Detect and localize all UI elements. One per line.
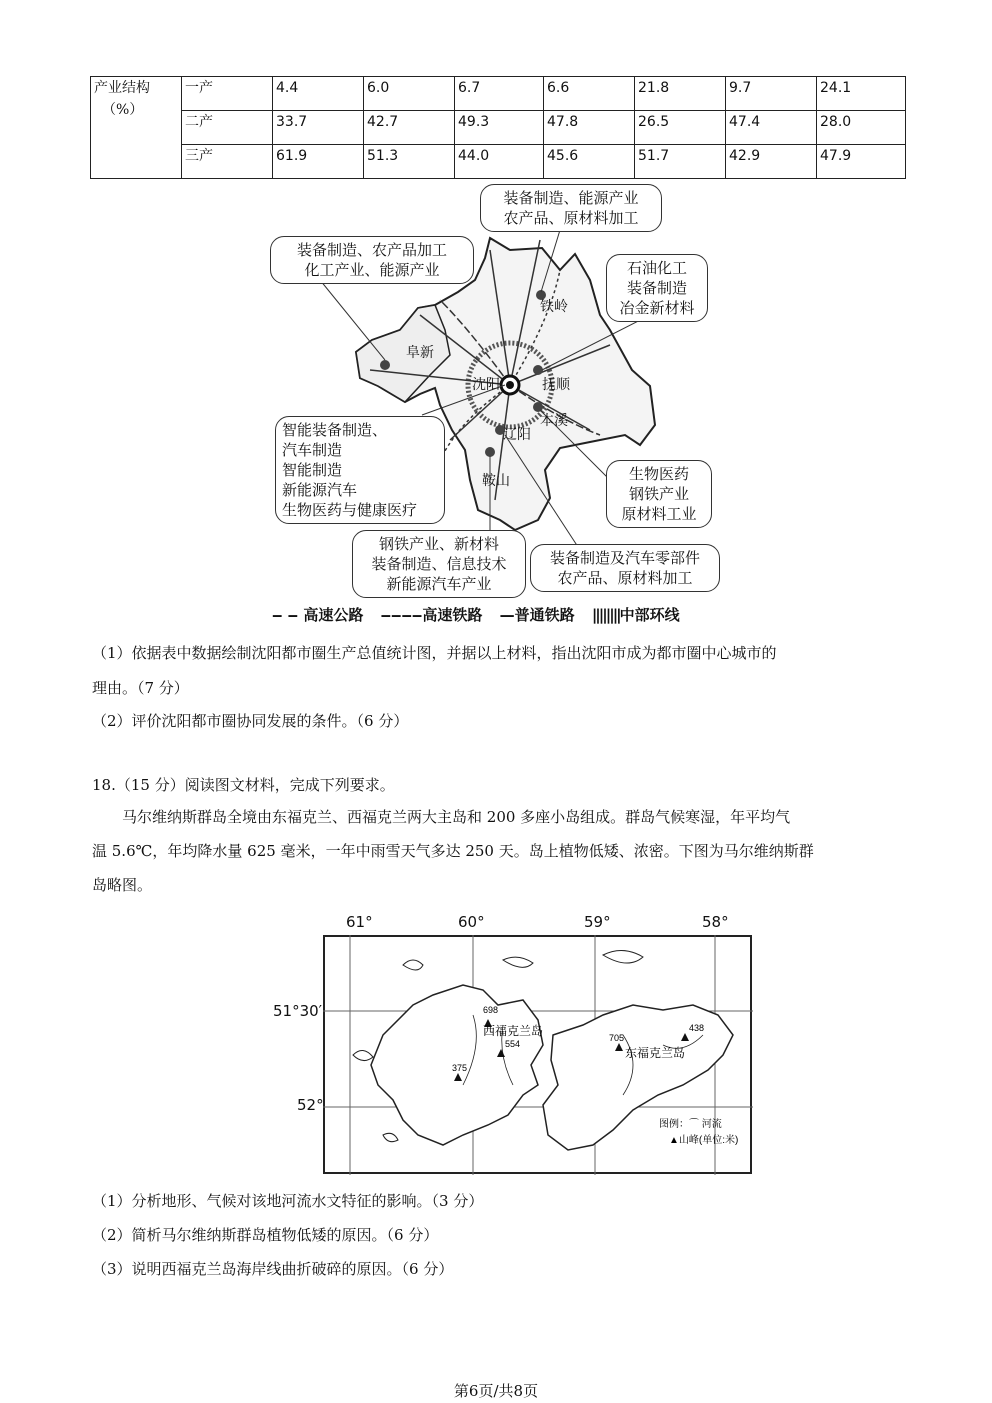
table-cell: 42.9 (726, 145, 817, 179)
lon-label: 61° (346, 913, 373, 931)
peak-438: 438 (689, 1023, 705, 1033)
table-cell: 42.7 (364, 111, 455, 145)
benxi-industry-box (606, 460, 712, 528)
table-cell: 47.8 (544, 111, 635, 145)
ring-symbol: |||||||| (591, 606, 620, 624)
fuxin-industry-box (270, 236, 474, 284)
legend-ring: 中部环线 (619, 606, 680, 624)
fushun-industry-box (606, 254, 708, 322)
legend-railway: 普通铁路 (514, 606, 575, 624)
table-cell: 47.9 (817, 145, 906, 179)
box-line: 装备制造 (626, 279, 687, 297)
q18-passage (92, 800, 902, 902)
q18-sub1: （1）分析地形、气候对该地河流水文特征的影响。（3 分） (92, 1192, 484, 1210)
row-name: 一产 (182, 77, 273, 111)
table-cell: 6.0 (364, 77, 455, 111)
box-line: 生物医药与健康医疗 (282, 501, 418, 519)
table-cell: 9.7 (726, 77, 817, 111)
table-cell: 24.1 (817, 77, 906, 111)
map-legend (272, 604, 680, 625)
box-line: 农产品、原材料加工 (503, 209, 639, 227)
east-falkland-label: 东福克兰岛 (625, 1046, 686, 1060)
railway-symbol: — (499, 606, 515, 624)
label-line1: 产业结构 (94, 80, 150, 96)
lon-label: 60° (458, 913, 485, 931)
tieling-industry-box (480, 184, 662, 232)
lon-label: 58° (702, 913, 729, 931)
legend-highway: 高速公路 (303, 606, 364, 624)
table-cell: 6.7 (455, 77, 544, 111)
lon-label: 59° (584, 913, 611, 931)
box-line: 农产品、原材料加工 (557, 569, 693, 587)
legend-river: 图例：⌒ 河流 (659, 1119, 722, 1130)
table-cell: 33.7 (273, 111, 364, 145)
table-cell: 44.0 (455, 145, 544, 179)
q17-sub1-line2: 理由。（7 分） (92, 679, 189, 697)
table-cell: 45.6 (544, 145, 635, 179)
city-label-anshan: 鞍山 (482, 473, 510, 489)
table-cell: 49.3 (455, 111, 544, 145)
box-line: 生物医药 (628, 465, 689, 483)
city-label-liaoyang: 辽阳 (503, 427, 531, 443)
q17-sub1-line1: （1）依据表中数据绘制沈阳都市圈生产总值统计图，并据以上材料，指出沈阳市成为都市圈中心城市的 (92, 644, 777, 662)
box-line: 钢铁产业、新材料 (378, 535, 499, 553)
table-cell: 21.8 (635, 77, 726, 111)
label-line2: （%） (102, 102, 144, 118)
box-line: 汽车制造 (282, 441, 343, 459)
anshan-industry-box (352, 530, 526, 598)
row-name: 三产 (182, 145, 273, 179)
hsr-symbol: ‒‒‒‒ (380, 606, 423, 624)
industry-structure-table (90, 76, 906, 179)
table-cell: 51.7 (635, 145, 726, 179)
table-cell: 6.6 (544, 77, 635, 111)
box-line: 钢铁产业 (628, 485, 689, 503)
table-cell: 61.9 (273, 145, 364, 179)
falkland-map (323, 935, 753, 1175)
box-line: 装备制造、信息技术 (371, 555, 507, 573)
peak-554: 554 (505, 1039, 521, 1049)
box-line: 新能源汽车 (282, 481, 358, 499)
box-line: 冶金新材料 (619, 299, 695, 317)
lat-label: 51°30′ (273, 1002, 323, 1020)
passage-line: 温 5.6℃，年均降水量 625 毫米，一年中雨雪天气多达 250 天。岛上植物低矮、浓密。下图为马尔维纳斯群 (92, 842, 814, 860)
q18-sub3: （3）说明西福克兰岛海岸线曲折破碎的原因。（6 分） (92, 1260, 454, 1278)
highway-symbol: ‒ ‒ (272, 606, 304, 624)
peak-698: 698 (483, 1005, 499, 1015)
table-cell: 4.4 (273, 77, 364, 111)
box-line: 新能源汽车产业 (386, 575, 492, 593)
box-line: 装备制造、农产品加工 (296, 241, 447, 259)
table-cell: 28.0 (817, 111, 906, 145)
city-label-fuxin: 阜新 (406, 345, 434, 361)
city-label-fushun: 抚顺 (542, 377, 570, 393)
table-cell: 51.3 (364, 145, 455, 179)
fuxin-dot (380, 360, 390, 370)
west-falkland-label: 西福克兰岛 (483, 1024, 544, 1038)
q17-sub2: （2）评价沈阳都市圈协同发展的条件。（6 分） (92, 712, 409, 730)
shenyang-industry-box (275, 416, 445, 524)
city-label-tieling: 铁岭 (540, 299, 568, 315)
peak-375: 375 (452, 1063, 468, 1073)
peak-705: 705 (609, 1033, 625, 1043)
legend-peak: ▲山峰(单位:米) (669, 1135, 739, 1146)
box-line: 原材料工业 (621, 505, 697, 523)
q18-sub2: （2）简析马尔维纳斯群岛植物低矮的原因。（6 分） (92, 1226, 439, 1244)
box-line: 装备制造、能源产业 (503, 189, 639, 207)
q18-heading: 18.（15 分）阅读图文材料，完成下列要求。 (92, 776, 395, 794)
box-line: 装备制造及汽车零部件 (549, 549, 700, 567)
city-label-shenyang: 沈阳 (472, 377, 500, 393)
passage-line: 马尔维纳斯群岛全境由东福克兰、西福克兰两大主岛和 200 多座小岛组成。群岛气候寒湿，年平均气 (122, 808, 791, 826)
row-name: 二产 (182, 111, 273, 145)
passage-line: 岛略图。 (92, 876, 153, 894)
box-line: 智能制造 (282, 461, 343, 479)
box-line: 石油化工 (626, 259, 687, 277)
box-line: 智能装备制造、 (282, 421, 388, 439)
box-line: 化工产业、能源产业 (304, 261, 440, 279)
anshan-dot (485, 447, 495, 457)
table-row-label (91, 77, 182, 179)
lat-label: 52° (297, 1096, 324, 1114)
page-footer: 第6页/共8页 (453, 1382, 539, 1400)
city-label-benxi: 本溪 (540, 413, 568, 429)
liaoyang-industry-box (530, 544, 720, 592)
legend-hsr: 高速铁路 (422, 606, 483, 624)
table-cell: 26.5 (635, 111, 726, 145)
table-cell: 47.4 (726, 111, 817, 145)
